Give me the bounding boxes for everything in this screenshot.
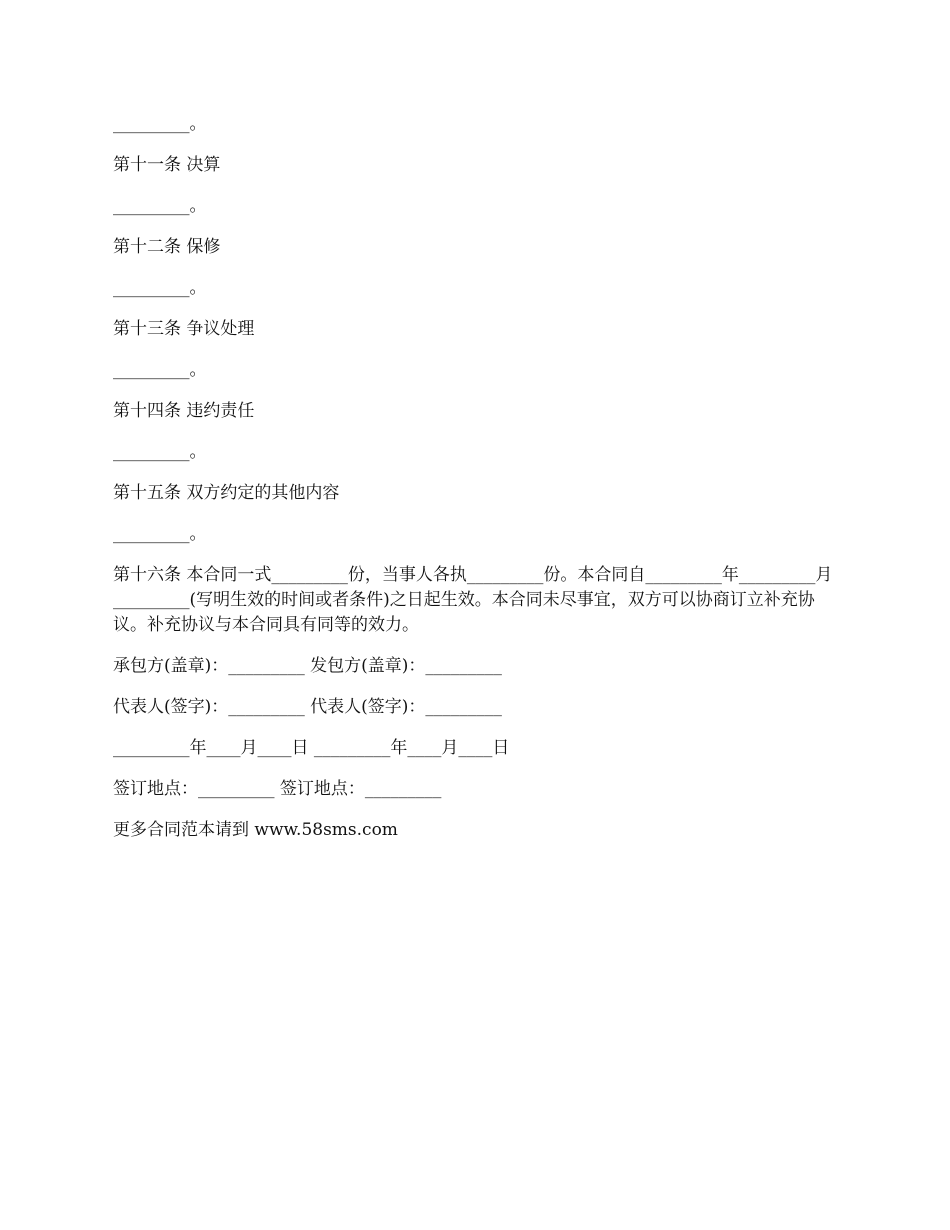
place-line: 签订地点：_________ 签订地点：_________: [113, 779, 442, 799]
blank-line-12: _________。: [113, 278, 207, 298]
blank-line-14: _________。: [113, 442, 207, 462]
document-page: [113, 112, 838, 859]
article-14-heading: 第十四条 违约责任: [113, 401, 255, 421]
representative-line: 代表人(签字)：_________ 代表人(签字)：_________: [113, 697, 502, 717]
blank-line-15: _________。: [113, 524, 207, 544]
seal-line: 承包方(盖章)：_________ 发包方(盖章)：_________: [113, 656, 502, 676]
date-line: _________年____月____日 _________年____月____日: [113, 738, 510, 758]
article-16-paragraph: 第十六条 本合同一式_________份，当事人各执_________份。本合同自_________年_________月_________(写明生效的时间或者条件)之日起生效。本合同未尽事宜，双方可以协商订立补充协议。补充协议与本合同具有同等的效力。: [113, 565, 833, 635]
article-11-heading: 第十一条 决算: [113, 155, 221, 175]
blank-line-10: _________。: [113, 114, 207, 134]
article-12-heading: 第十二条 保修: [113, 237, 221, 257]
footer-note: 更多合同范本请到 www.58sms.com: [113, 820, 398, 840]
article-13-heading: 第十三条 争议处理: [113, 319, 255, 339]
blank-line-13: _________。: [113, 360, 207, 380]
article-15-heading: 第十五条 双方约定的其他内容: [113, 483, 340, 503]
blank-line-11: _________。: [113, 196, 207, 216]
